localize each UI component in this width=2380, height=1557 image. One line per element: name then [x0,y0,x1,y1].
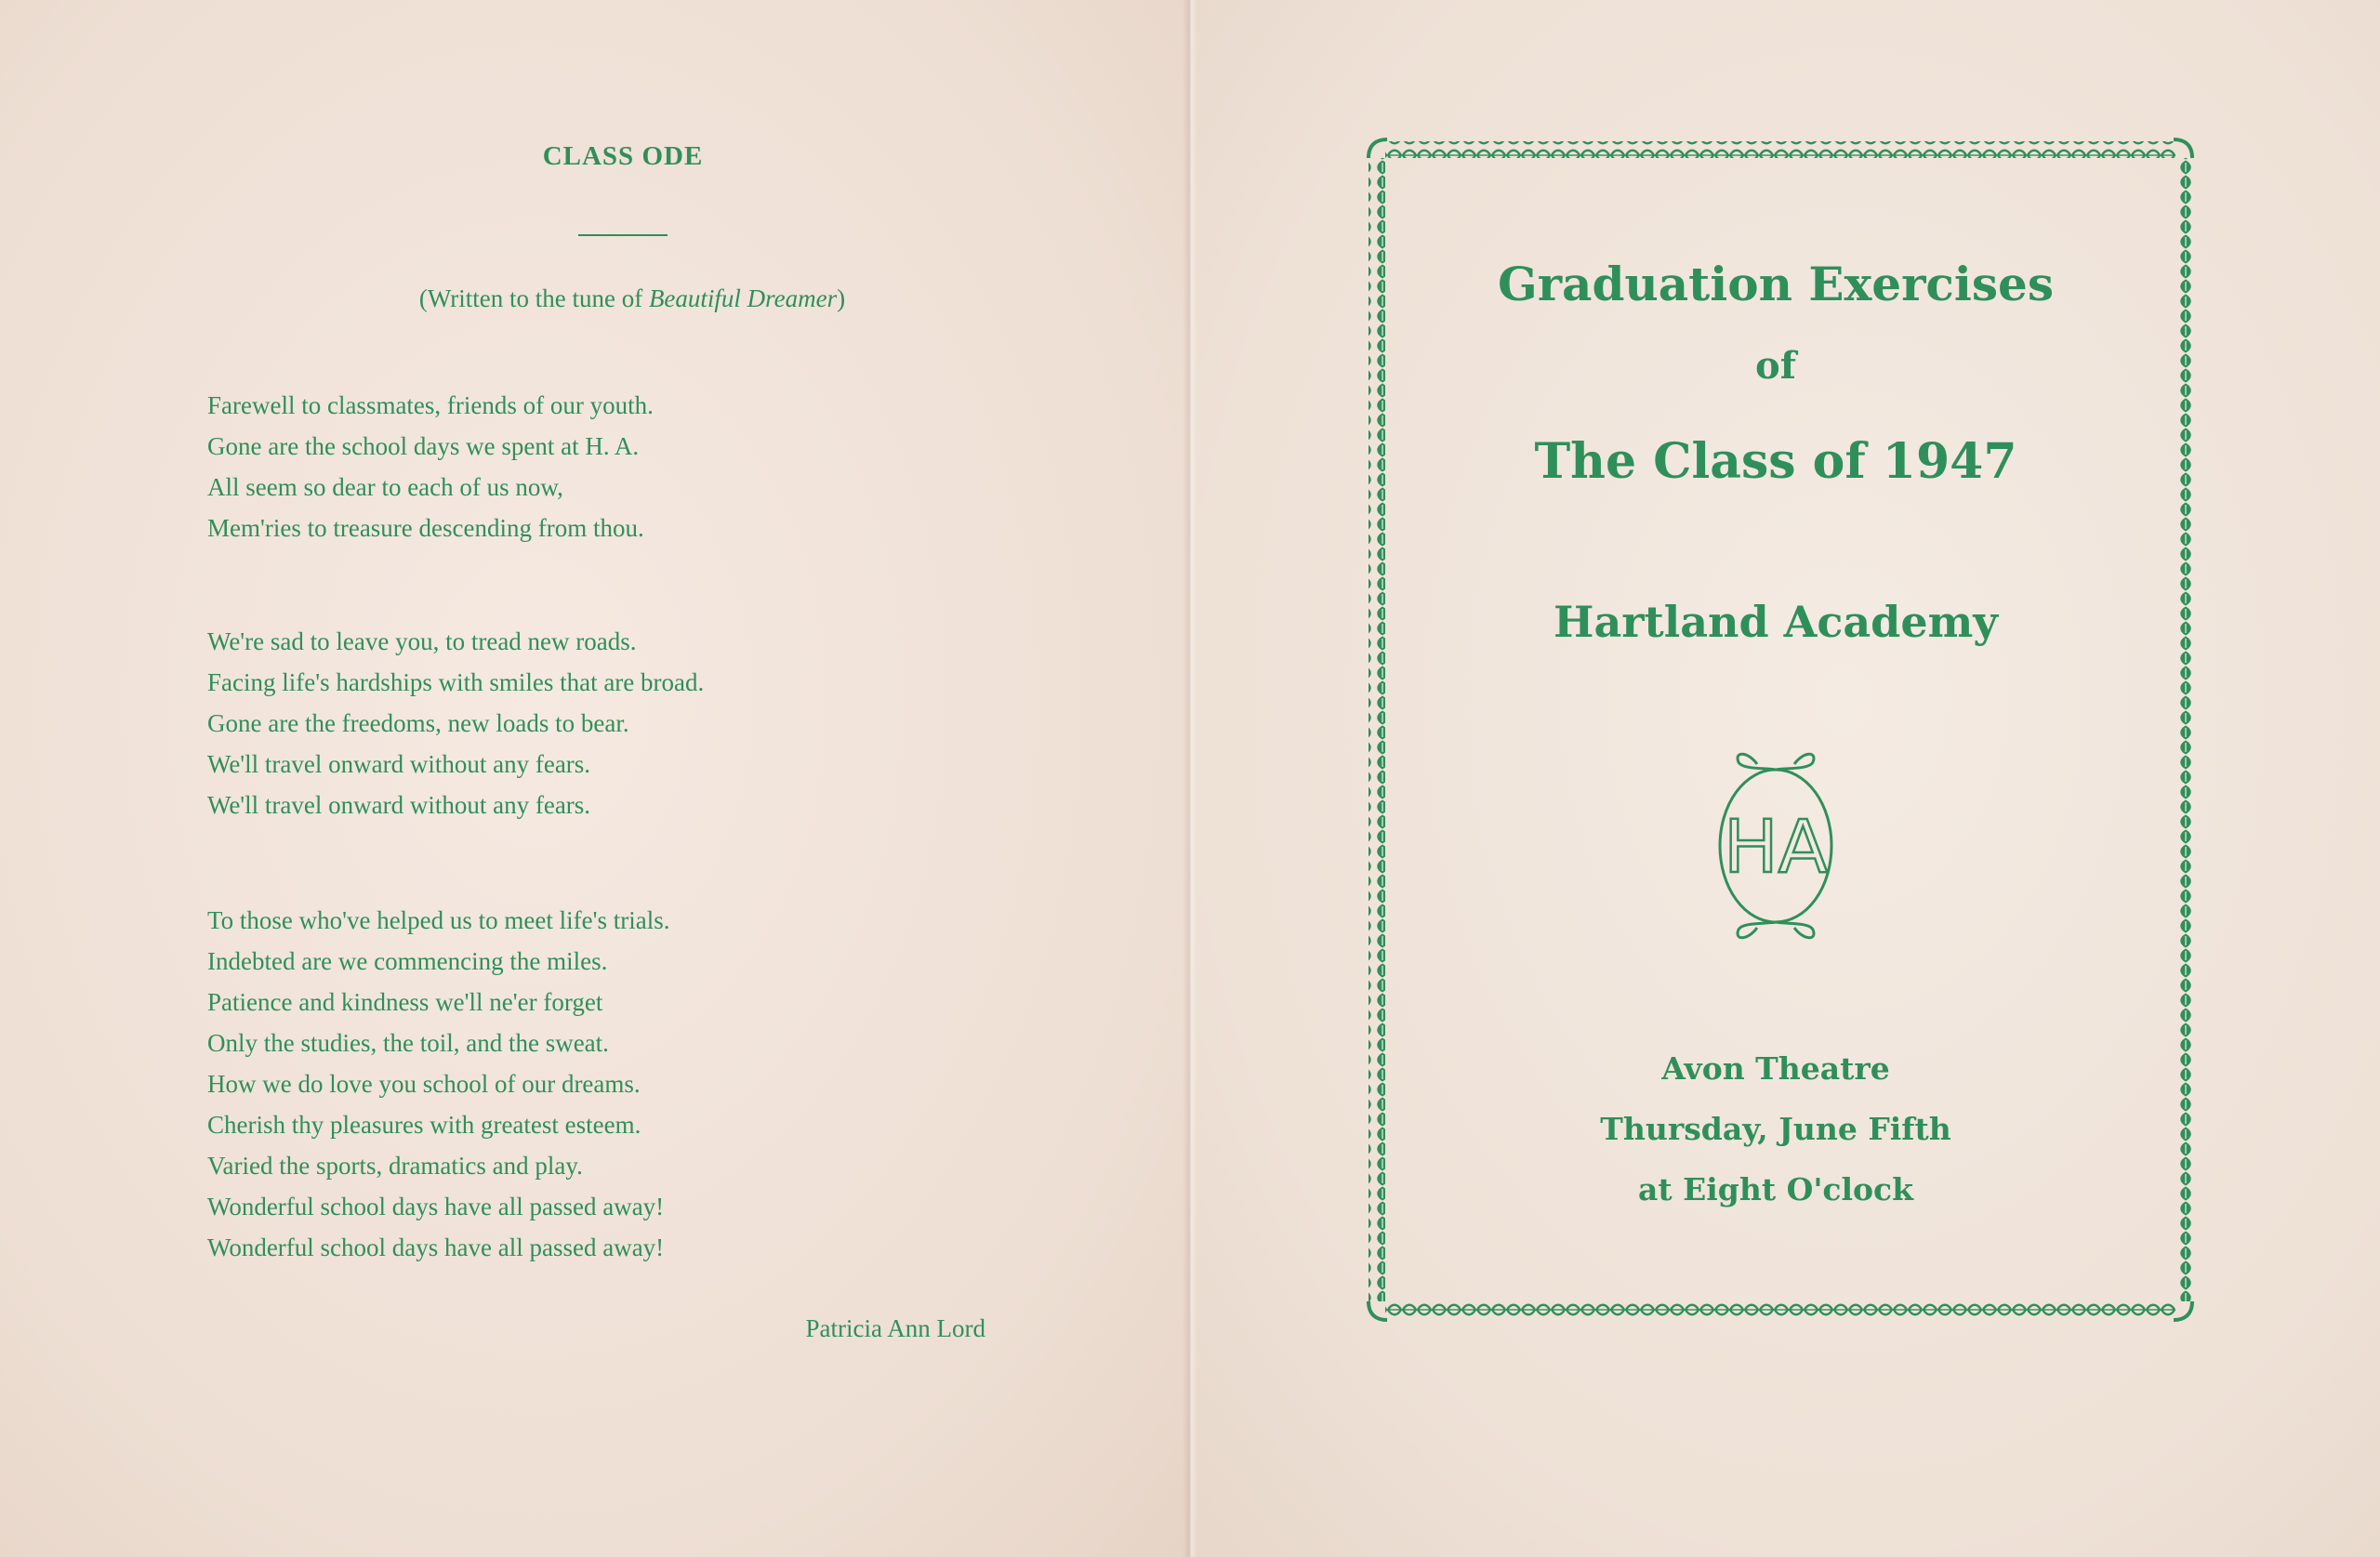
monogram-letters: HA [1723,806,1829,890]
verse-line: How we do love you school of our dreams. [207,1070,641,1098]
verse-line: We're sad to leave you, to tread new roads. [207,627,637,655]
verse-line: Facing life's hardships with smiles that are broad. [207,668,705,696]
stanza-2 [207,621,914,825]
verse-line: Varied the sports, dramatics and play. [207,1152,583,1180]
stanza-1 [207,385,914,548]
ha-monogram [1711,744,1841,948]
verse-line: Mem'ries to treasure descending from thou. [207,514,644,542]
verse-line: We'll travel onward without any fears. [207,750,591,778]
subtitle-prefix: (Written to the tune of [418,284,649,312]
verse-line: Cherish thy pleasures with greatest esteem. [207,1111,641,1139]
cover-date: Thursday, June Fifth [1600,1111,1951,1147]
title-divider [578,234,668,236]
cover-school-name: Hartland Academy [1554,597,1998,647]
ode-title: CLASS ODE [542,141,704,171]
verse-line: Gone are the school days we spent at H. A. [207,432,640,460]
verse-line: Gone are the freedoms, new loads to bear. [207,709,629,737]
cover-venue: Avon Theatre [1661,1050,1890,1087]
verse-line: All seem so dear to each of us now, [207,473,563,501]
ode-author: Patricia Ann Lord [805,1314,985,1342]
verse-line: To those who've helped us to meet life's trials. [207,906,670,934]
cover-time: at Eight O'clock [1637,1171,1914,1207]
cover-of: of [1755,344,1796,388]
verse-line: Indebted are we commencing the miles. [207,947,608,975]
subtitle-suffix: ) [837,284,846,312]
ode-subtitle [335,284,930,313]
verse-line: Patience and kindness we'll ne'er forget [207,988,603,1016]
center-fold [1183,0,1197,1557]
verse-line: Farewell to classmates, friends of our youth. [207,391,654,419]
verse-line: Only the studies, the toil, and the sweat. [207,1029,609,1057]
verse-line: Wonderful school days have all passed away! [207,1193,665,1221]
verse-line: We'll travel onward without any fears. [207,791,591,819]
subtitle-tune: Beautiful Dreamer [648,284,838,312]
verse-line: Wonderful school days have all passed away! [207,1234,665,1261]
cover-class-line: The Class of 1947 [1534,433,2017,490]
cover-title: Graduation Exercises [1498,257,2054,311]
stanza-3 [207,900,914,1268]
